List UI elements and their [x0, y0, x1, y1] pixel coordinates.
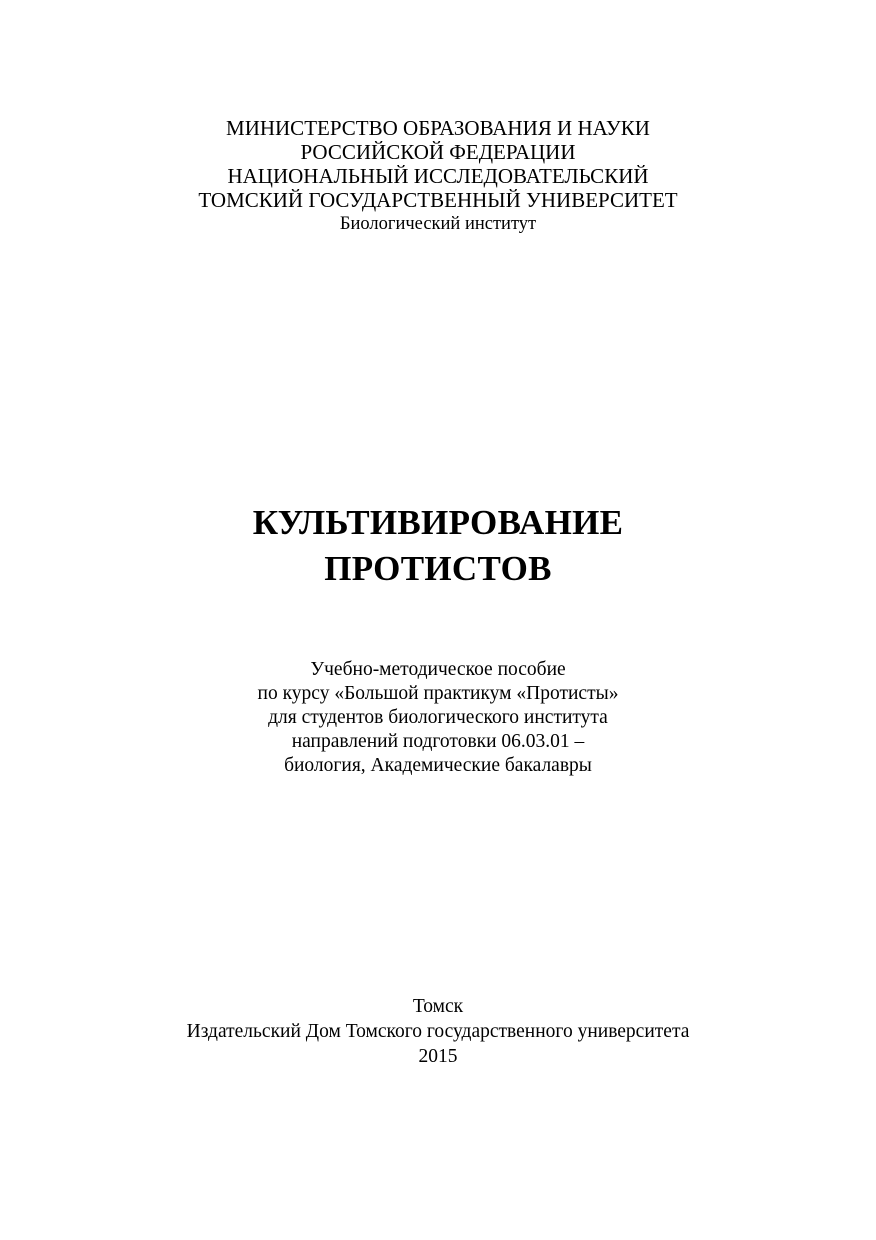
- subtitle-line: Учебно-методическое пособие: [310, 659, 566, 680]
- institute-name: Биологический институт: [339, 214, 537, 234]
- imprint-city: Томск: [412, 996, 464, 1017]
- title-line: ПРОТИСТОВ: [324, 549, 552, 588]
- document-subtitle: [0, 658, 876, 778]
- header-line: РОССИЙСКОЙ ФЕДЕРАЦИИ: [300, 140, 576, 164]
- imprint-publisher: Издательский Дом Томского государственного университета: [186, 1021, 690, 1042]
- imprint: [0, 994, 876, 1069]
- subtitle-line: для студентов биологического института: [268, 707, 608, 728]
- header-line: МИНИСТЕРСТВО ОБРАЗОВАНИЯ И НАУКИ: [226, 116, 650, 140]
- subtitle-line: направлений подготовки 06.03.01 –: [291, 731, 585, 752]
- header-line: ТОМСКИЙ ГОСУДАРСТВЕННЫЙ УНИВЕРСИТЕТ: [198, 188, 678, 212]
- ministry-header: [0, 116, 876, 236]
- title-line: КУЛЬТИВИРОВАНИЕ: [252, 503, 624, 542]
- document-title: [0, 500, 876, 592]
- subtitle-line: по курсу «Большой практикум «Протисты»: [257, 683, 619, 704]
- header-line: НАЦИОНАЛЬНЫЙ ИССЛЕДОВАТЕЛЬСКИЙ: [227, 164, 649, 188]
- imprint-year: 2015: [418, 1046, 458, 1067]
- subtitle-line: биология, Академические бакалавры: [284, 755, 592, 776]
